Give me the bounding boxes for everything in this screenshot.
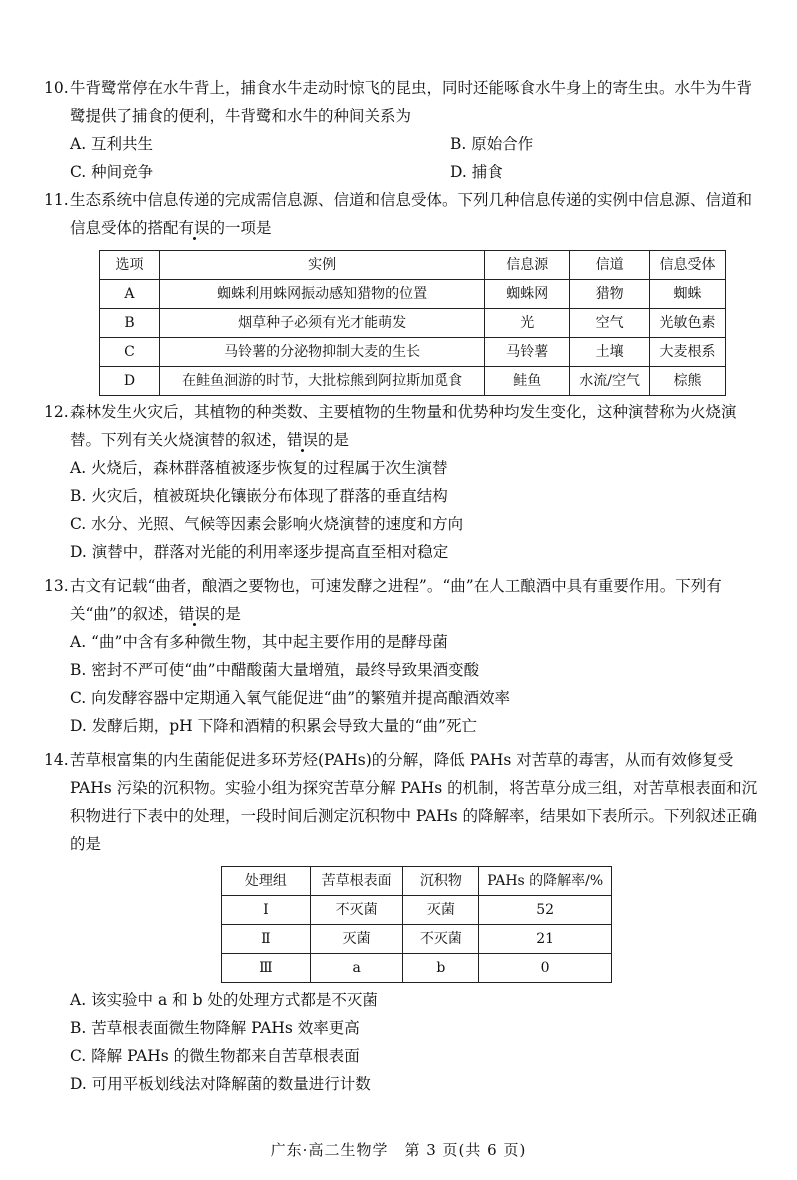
table-cell: Ⅰ [222, 896, 311, 925]
option-d: D. 捕食 [450, 163, 503, 181]
table-header: 实例 [159, 251, 484, 280]
table-cell: 猎物 [570, 280, 650, 309]
option-a: A. “曲”中含有多种微生物，其中起主要作用的是酵母菌 [70, 633, 448, 651]
table-header: 处理组 [222, 867, 311, 896]
table-cell: 蜘蛛利用蛛网振动感知猎物的位置 [159, 280, 484, 309]
table-cell: 灭菌 [403, 896, 479, 925]
option-a: A. 该实验中 a 和 b 处的处理方式都是不灭菌 [70, 991, 378, 1009]
question-text: 牛背鹭常停在水牛背上，捕食水牛走动时惊飞的昆虫，同时还能啄食水牛身上的寄生虫。水牛为牛背鹭提供了捕食的便利，牛背鹭和水牛的种间关系为 [70, 79, 753, 125]
option-c: C. 向发酵容器中定期通入氧气能促进“曲”的繁殖并提高酿酒效率 [70, 689, 511, 707]
question-13 [44, 572, 764, 740]
question-text-end: 的是 [318, 431, 350, 449]
question-12-stem [44, 398, 764, 454]
option-c: C. 种间竞争 [70, 163, 154, 181]
option-b: B. 密封不严可使“曲”中醋酸菌大量增殖，最终导致果酒变酸 [70, 661, 480, 679]
emphasis-text: 有误 [178, 219, 210, 237]
option-c: C. 降解 PAHs 的微生物都来自苦草根表面 [70, 1047, 360, 1065]
table-cell: 马铃薯 [485, 338, 570, 367]
options-grid [44, 130, 764, 186]
table-cell: 在鲑鱼洄游的时节，大批棕熊到阿拉斯加觅食 [159, 367, 484, 396]
emphasis-text: 错误 [178, 605, 210, 623]
question-14-options [44, 986, 764, 1098]
question-text-end: 的是 [209, 605, 241, 623]
option-d: D. 发酵后期，pH 下降和酒精的积累会导致大量的“曲”死亡 [70, 717, 477, 735]
table-cell: a [310, 954, 403, 983]
table-row [100, 280, 726, 309]
table-header: 沉积物 [403, 867, 479, 896]
table-row [100, 367, 726, 396]
option-b: B. 火灾后，植被斑块化镶嵌分布体现了群落的垂直结构 [70, 487, 448, 505]
question-11 [44, 186, 764, 242]
table-cell: B [100, 309, 160, 338]
table-header-row [100, 251, 726, 280]
table-cell: 0 [479, 954, 612, 983]
question-12 [44, 398, 764, 566]
table-header: 选项 [100, 251, 160, 280]
table-cell: 光敏色素 [650, 309, 726, 338]
table-header: PAHs 的降解率/% [479, 867, 612, 896]
table-cell: D [100, 367, 160, 396]
table-row [222, 925, 612, 954]
table-row [100, 309, 726, 338]
question-number: 12. [44, 403, 69, 421]
question-13-stem [44, 572, 764, 628]
option-b: B. 原始合作 [450, 135, 534, 153]
table-cell: 光 [485, 309, 570, 338]
table-header-row [222, 867, 612, 896]
option-d: D. 可用平板划线法对降解菌的数量进行计数 [70, 1075, 371, 1093]
page-footer: 广东·高二生物学 第 3 页(共 6 页) [270, 1141, 527, 1159]
table-cell: 棕熊 [650, 367, 726, 396]
table-cell: 不灭菌 [310, 896, 403, 925]
table-cell: 蜘蛛 [650, 280, 726, 309]
table-cell: Ⅲ [222, 954, 311, 983]
option-a: A. 火烧后，森林群落植被逐步恢复的过程属于次生演替 [70, 459, 448, 477]
question-number: 13. [44, 577, 69, 595]
table-header: 信道 [570, 251, 650, 280]
question-14-stem [44, 746, 764, 858]
question-number: 10. [44, 79, 69, 97]
table-cell: 土壤 [570, 338, 650, 367]
table-cell: 空气 [570, 309, 650, 338]
table-header: 信息受体 [650, 251, 726, 280]
question-text: 古文有记载“曲者，酿酒之要物也，可速发酵之进程”。“曲”在人工酿酒中具有重要作用。下列有关“曲”的叙述， [70, 577, 722, 623]
table-row [222, 954, 612, 983]
table-header: 苦草根表面 [310, 867, 403, 896]
table-cell: C [100, 338, 160, 367]
table-cell: 21 [479, 925, 612, 954]
question-text-end: 的一项是 [209, 219, 272, 237]
table-cell: 烟草种子必须有光才能萌发 [159, 309, 484, 338]
question-11-stem [44, 186, 764, 242]
info-transfer-table [99, 250, 726, 396]
table-cell: Ⅱ [222, 925, 311, 954]
table-cell: 鲑鱼 [485, 367, 570, 396]
table-cell: 马铃薯的分泌物抑制大麦的生长 [159, 338, 484, 367]
option-c: C. 水分、光照、气候等因素会影响火烧演替的速度和方向 [70, 515, 464, 533]
table-cell: 蜘蛛网 [485, 280, 570, 309]
table-cell: 52 [479, 896, 612, 925]
question-text: 生态系统中信息传递的完成需信息源、信道和信息受体。下列几种信息传递的实例中信息源、信道和信息受体的搭配 [70, 191, 753, 237]
question-10 [44, 74, 764, 186]
option-a: A. 互利共生 [70, 135, 154, 153]
option-b: B. 苦草根表面微生物降解 PAHs 效率更高 [70, 1019, 360, 1037]
table-row [100, 338, 726, 367]
pahs-degradation-table [221, 866, 612, 983]
table-cell: 灭菌 [310, 925, 403, 954]
table-header: 信息源 [485, 251, 570, 280]
question-text: 森林发生火灾后，其植物的种类数、主要植物的生物量和优势种均发生变化，这种演替称为火烧演替。下列有关火烧演替的叙述， [70, 403, 737, 449]
table-row [222, 896, 612, 925]
question-10-stem [44, 74, 764, 130]
option-d: D. 演替中，群落对光能的利用率逐步提高直至相对稳定 [70, 543, 449, 561]
question-14 [44, 746, 764, 858]
question-number: 14. [44, 751, 69, 769]
table-cell: b [403, 954, 479, 983]
table-cell: A [100, 280, 160, 309]
table-cell: 水流/空气 [570, 367, 650, 396]
emphasis-text: 错误 [287, 431, 319, 449]
question-number: 11. [44, 191, 69, 209]
question-text: 苦草根富集的内生菌能促进多环芳烃(PAHs)的分解，降低 PAHs 对苦草的毒害，从而有效修复受 PAHs 污染的沉积物。实验小组为探究苦草分解 PAHs 的机制，将苦草分成三组，对苦草根表面和沉积物进行下表中的处理，一段时间后测定沉积物中 PAHs 的降解率，结果如下表所示。下列叙述正确的是 [70, 751, 758, 853]
table-cell: 不灭菌 [403, 925, 479, 954]
table-cell: 大麦根系 [650, 338, 726, 367]
